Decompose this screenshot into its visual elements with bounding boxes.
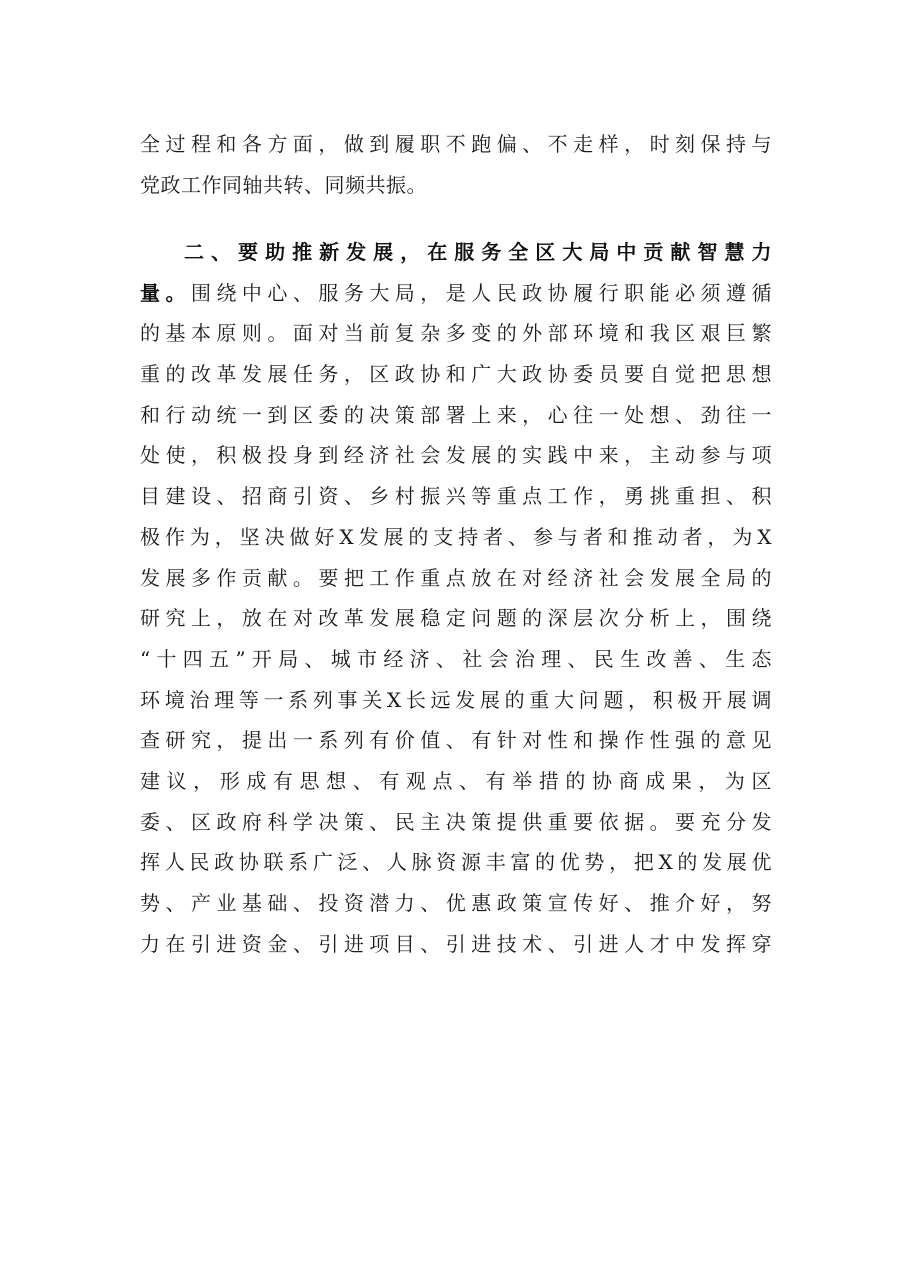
text-line: 的基本原则。面对当前复杂多变的外部环境和我区艰巨繁	[140, 321, 772, 346]
text-line: 查研究，提出一系列有价值、有针对性和操作性强的意见	[140, 728, 772, 753]
section-heading: 二、要助推新发展，在服务全区大局中贡献智慧力	[184, 240, 772, 264]
text-fragment: 围绕中心、服务大局，是人民政协履行职能必须遵循	[190, 280, 773, 305]
paragraph-continuation	[140, 124, 772, 205]
text-line: 势、产业基础、投资潜力、优惠政策宣传好、推介好，努	[140, 891, 772, 915]
text-line: 处使，积极投身到经济社会发展的实践中来，主动参与项	[140, 443, 772, 468]
text-line: 力在引进资金、引进项目、引进技术、引进人才中发挥穿	[140, 931, 772, 956]
text-line: 挥人民政协联系广泛、人脉资源丰富的优势，把X的发展优	[140, 850, 772, 875]
text-line: 委、区政府科学决策、民主决策提供重要依据。要充分发	[140, 809, 772, 834]
text-line: 和行动统一到区委的决策部署上来，心往一处想、劲往一	[140, 402, 772, 427]
text-line: 目建设、招商引资、乡村振兴等重点工作，勇挑重担、积	[140, 484, 772, 509]
text-line: 发展多作贡献。要把工作重点放在对经济社会发展全局的	[140, 565, 772, 590]
text-line	[140, 273, 772, 314]
text-line: “十四五”开局、城市经济、社会治理、民生改善、生态	[140, 646, 772, 671]
text-line: 全过程和各方面，做到履职不跑偏、不走样，时刻保持与	[140, 132, 772, 156]
text-line: 建议，形成有思想、有观点、有举措的协商成果，为区	[140, 768, 772, 793]
section-heading-end: 量。	[140, 280, 191, 305]
section-two-paragraph	[140, 232, 772, 964]
text-line: 研究上，放在对改革发展稳定问题的深层次分析上，围绕	[140, 606, 772, 631]
text-line: 极作为，坚决做好X发展的支持者、参与者和推动者，为X	[140, 524, 772, 549]
text-line: 重的改革发展任务，区政协和广大政协委员要自觉把思想	[140, 362, 772, 387]
text-line: 党政工作同轴共转、同频共振。	[140, 172, 427, 197]
text-line: 环境治理等一系列事关X长远发展的重大问题，积极开展调	[140, 687, 772, 712]
